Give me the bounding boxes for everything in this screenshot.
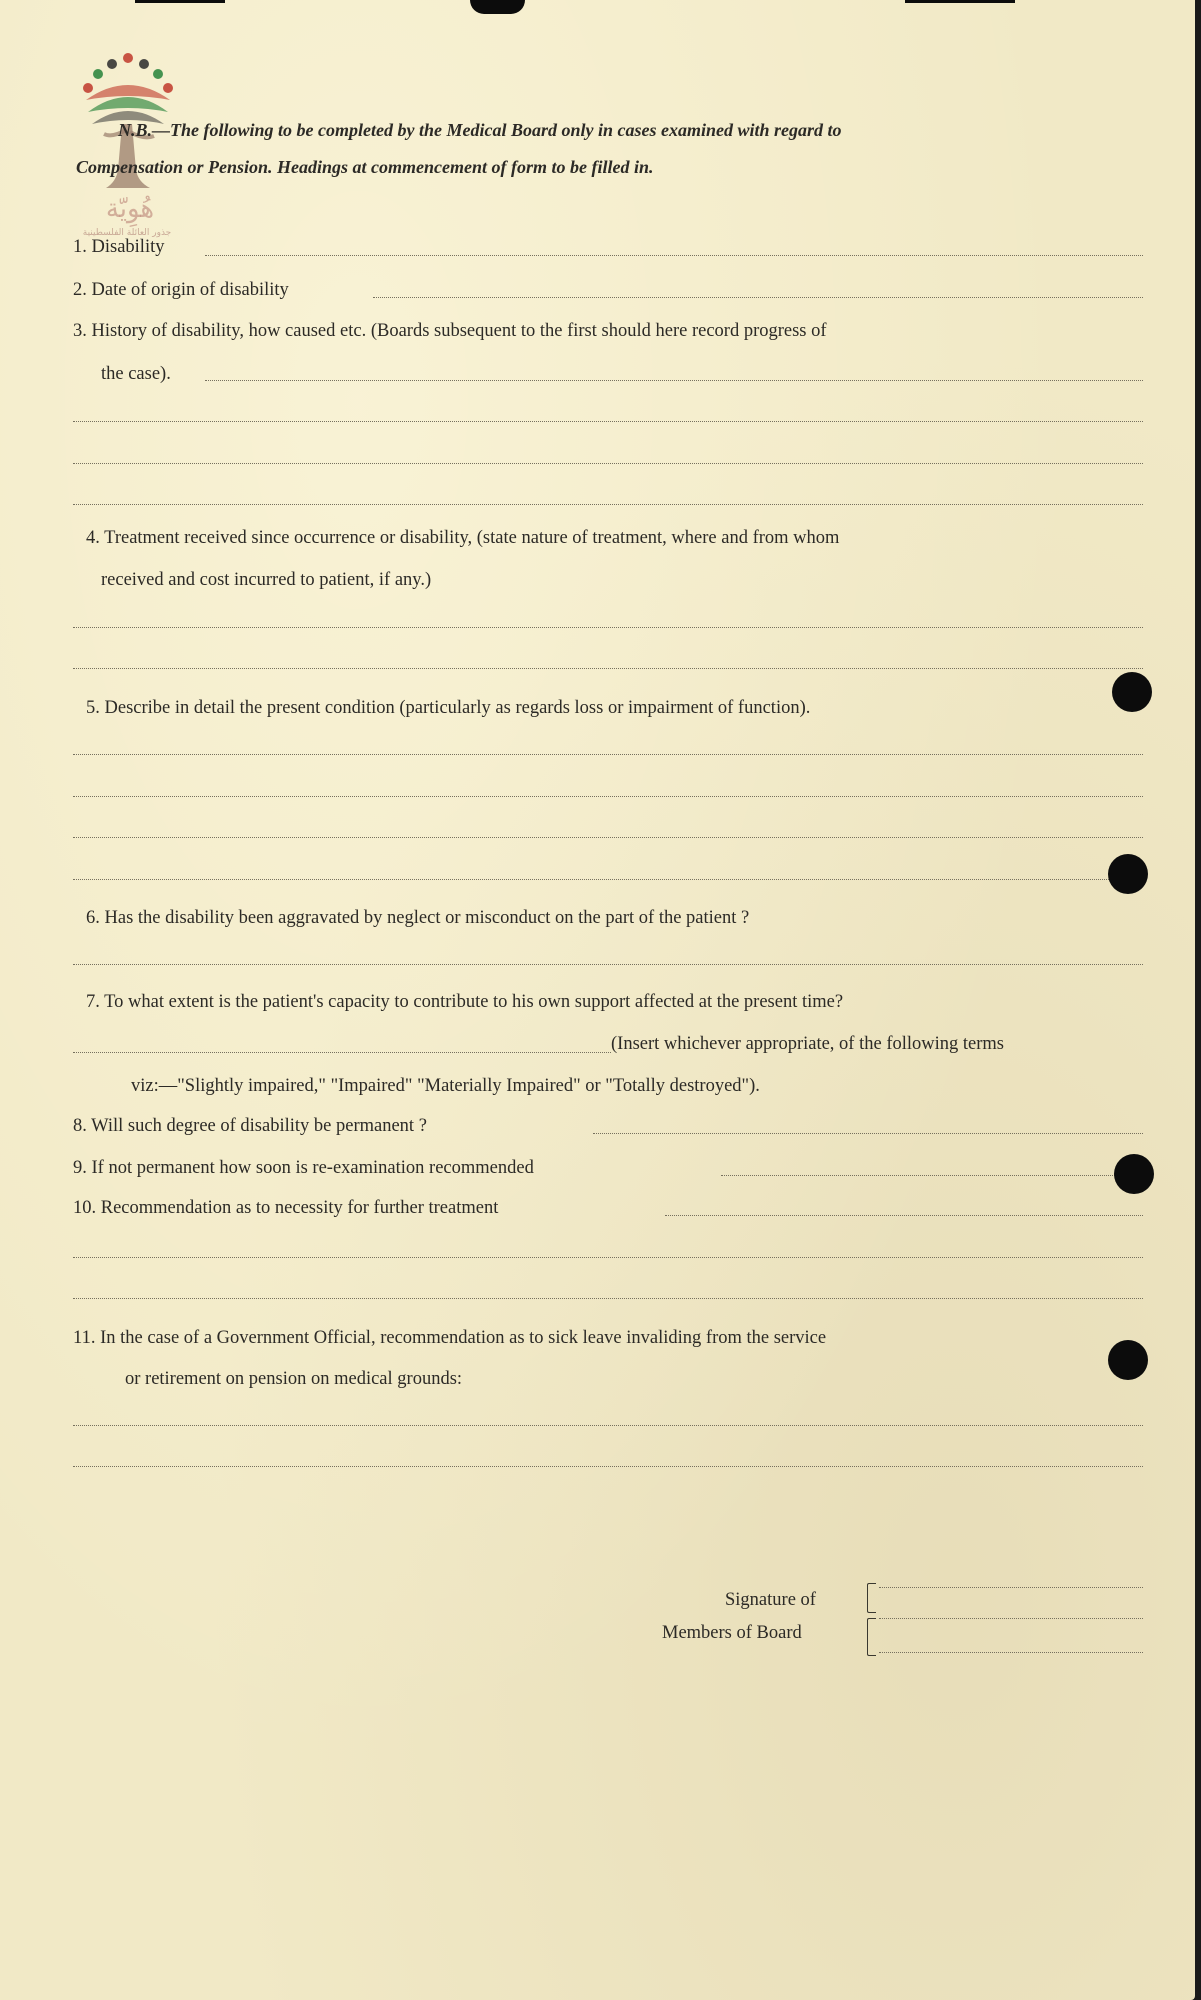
question-4-answer-line[interactable] <box>73 627 1143 628</box>
question-5-answer-line[interactable] <box>73 879 1143 880</box>
question-11-answer-line[interactable] <box>73 1425 1143 1426</box>
punch-hole <box>1108 1340 1148 1380</box>
signature-line[interactable] <box>879 1587 1143 1588</box>
question-1-answer-line[interactable] <box>205 255 1143 256</box>
note-line-1: N.B.—The following to be completed by the Medical Board only in cases examined with regard to <box>118 120 842 140</box>
question-3-answer-line[interactable] <box>73 421 1143 422</box>
question-4-label: 4. Treatment received since occurrence or disability, (state nature of treatment, where and from whom <box>86 528 840 548</box>
question-3-answer-line[interactable] <box>205 380 1143 381</box>
question-7-options: viz:—"Slightly impaired," "Impaired" "Materially Impaired" or "Totally destroyed"). <box>131 1076 760 1096</box>
top-edge-mark <box>470 0 525 14</box>
question-8-label: 8. Will such degree of disability be permanent ? <box>73 1116 427 1136</box>
punch-hole <box>1112 672 1152 712</box>
question-4-answer-line[interactable] <box>73 668 1143 669</box>
punch-hole <box>1108 854 1148 894</box>
question-5-answer-line[interactable] <box>73 754 1143 755</box>
question-3-answer-line[interactable] <box>73 463 1143 464</box>
question-2-answer-line[interactable] <box>373 297 1143 298</box>
signature-bracket <box>867 1583 876 1613</box>
punch-hole <box>1114 1154 1154 1194</box>
logo-tagline: جذور العائلة الفلسطينية <box>82 228 172 238</box>
question-8-answer-line[interactable] <box>593 1133 1143 1134</box>
question-11-answer-line[interactable] <box>73 1466 1143 1467</box>
question-6-label: 6. Has the disability been aggravated by neglect or misconduct on the part of the patient ? <box>86 908 750 928</box>
question-7-label-cont: (Insert whichever appropriate, of the following terms <box>611 1034 1004 1054</box>
question-10-answer-line[interactable] <box>665 1215 1143 1216</box>
question-6-answer-line[interactable] <box>73 964 1143 965</box>
question-3-label: 3. History of disability, how caused etc. (Boards subsequent to the first should here record progress of <box>73 321 827 341</box>
signature-label-cont: Members of Board <box>662 1623 802 1643</box>
question-10-answer-line[interactable] <box>73 1298 1143 1299</box>
watermark-logo <box>76 50 180 240</box>
question-10-label: 10. Recommendation as to necessity for further treatment <box>73 1198 499 1218</box>
question-2-label: 2. Date of origin of disability <box>73 280 289 300</box>
top-edge-mark <box>135 0 225 3</box>
note-line-2: Compensation or Pension. Headings at commencement of form to be filled in. <box>76 157 654 177</box>
question-4-label-cont: received and cost incurred to patient, if any.) <box>101 570 432 590</box>
question-7-label: 7. To what extent is the patient's capacity to contribute to his own support affected at the present time? <box>86 992 844 1012</box>
signature-line[interactable] <box>879 1652 1143 1653</box>
question-5-label: 5. Describe in detail the present condition (particularly as regards loss or impairment of function). <box>86 698 811 718</box>
question-9-label: 9. If not permanent how soon is re-examination recommended <box>73 1158 534 1178</box>
signature-bracket <box>867 1618 876 1656</box>
question-9-answer-line[interactable] <box>721 1175 1143 1176</box>
signature-line[interactable] <box>879 1618 1143 1619</box>
question-11-label-cont: or retirement on pension on medical grounds: <box>125 1369 463 1389</box>
logo-arabic-text: هُوِيّة <box>105 194 155 224</box>
question-11-label: 11. In the case of a Government Official, recommendation as to sick leave invaliding from the service <box>73 1328 827 1348</box>
question-10-answer-line[interactable] <box>73 1257 1143 1258</box>
question-5-answer-line[interactable] <box>73 796 1143 797</box>
question-5-answer-line[interactable] <box>73 837 1143 838</box>
question-1-label: 1. Disability <box>73 237 165 257</box>
signature-label: Signature of <box>725 1590 816 1610</box>
question-3-label-cont: the case). <box>101 364 171 384</box>
question-3-answer-line[interactable] <box>73 504 1143 505</box>
question-7-answer-line[interactable] <box>73 1052 611 1053</box>
top-edge-mark <box>905 0 1015 3</box>
